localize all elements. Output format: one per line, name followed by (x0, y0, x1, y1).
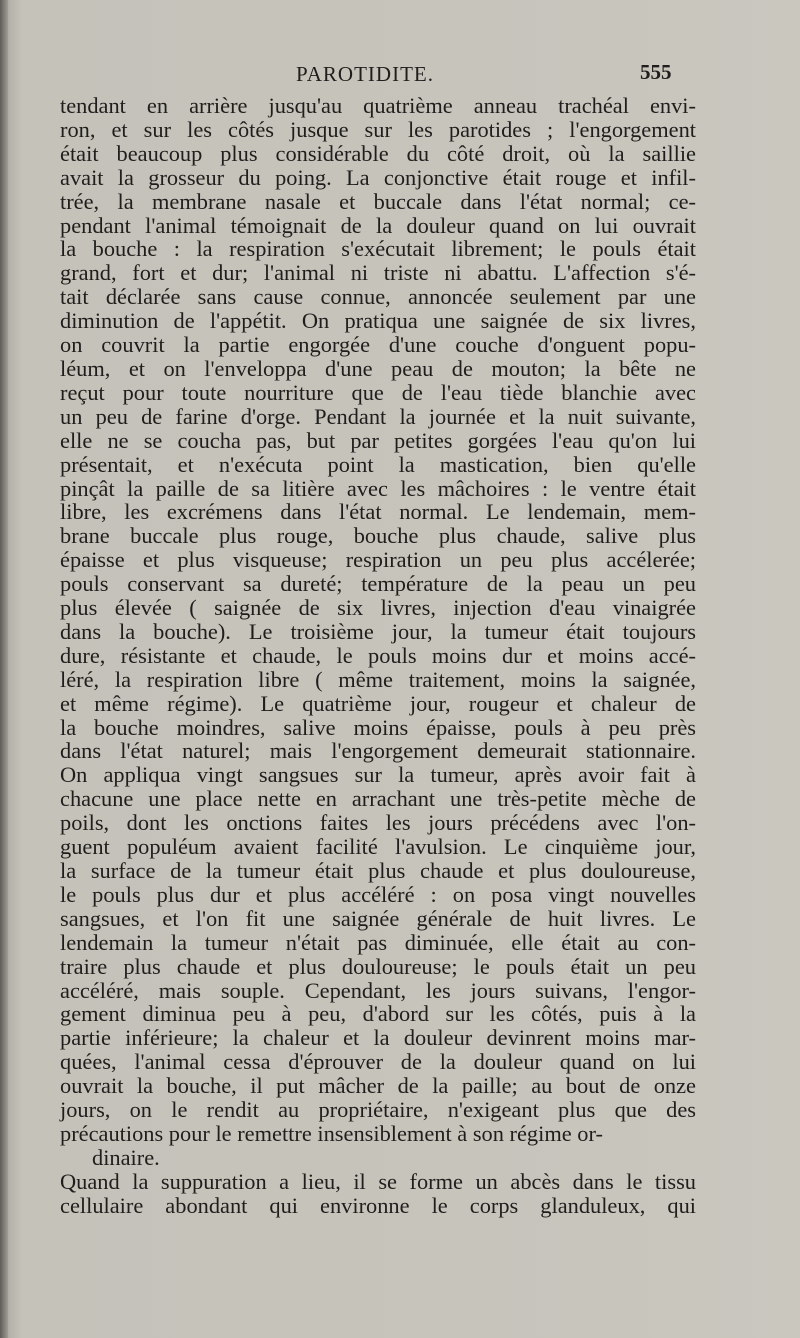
text-line: un peu de farine d'orge. Pendant la journée et la nuit suivante, (60, 403, 696, 429)
text-line: dans l'état naturel; mais l'engorgement demeurait stationnaire. (60, 738, 696, 764)
text-line: trée, la membrane nasale et buccale dans l'état normal; ce- (60, 188, 696, 214)
text-line: la surface de la tumeur était plus chaude et plus douloureuse, (60, 858, 696, 883)
text-line: ron, et sur les côtés jusque sur les parotides ; l'engorgement (60, 116, 696, 142)
text-line: le pouls plus dur et plus accéléré : on posa vingt nouvelles (60, 881, 696, 907)
text-line: et même régime). Le quatrième jour, rougeur et chaleur de (60, 690, 696, 716)
book-spine-shadow (0, 0, 8, 1338)
text-line: grand, fort et dur; l'animal ni triste ni abattu. L'affection s'é- (60, 260, 696, 286)
running-title: PAROTIDITE. (296, 62, 434, 86)
text-line: jours, on le rendit au propriétaire, n'exigeant plus que des (60, 1097, 696, 1123)
text-line: pinçât la paille de sa litière avec les mâchoires : le ventre était (60, 475, 696, 501)
text-line: quées, l'animal cessa d'éprouver de la douleur quand on lui (60, 1049, 696, 1075)
text-line: Quand la suppuration a lieu, il se forme un abcès dans le tissu (60, 1168, 696, 1194)
page-header (0, 60, 800, 94)
text-line: plus élevée ( saignée de six livres, injection d'eau vinaigrée (60, 595, 696, 621)
text-line: pendant l'animal témoignait de la douleur quand on lui ouvrait (60, 212, 696, 238)
text-line: léré, la respiration libre ( même traitement, moins la saignée, (60, 666, 696, 692)
text-line: gement diminua peu à peu, d'abord sur les côtés, puis à la (60, 1001, 696, 1027)
text-line: dure, résistante et chaude, le pouls moins dur et moins accé- (60, 642, 696, 668)
text-line: lendemain la tumeur n'était pas diminuée, elle était au con- (60, 929, 696, 955)
text-line: chacune une place nette en arrachant une très-petite mèche de (60, 786, 696, 812)
text-line: partie inférieure; la chaleur et la douleur devinrent moins mar- (60, 1025, 696, 1051)
text-line: la bouche moindres, salive moins épaisse, pouls à peu près (60, 714, 696, 740)
text-line: léum, et on l'enveloppa d'une peau de mouton; la bête ne (60, 355, 696, 381)
text-line: tait déclarée sans cause connue, annoncée seulement par une (60, 284, 696, 310)
text-line: dinaire. (92, 1144, 160, 1170)
body-text (60, 94, 696, 1218)
text-line: ouvrait la bouche, il put mâcher de la paille; au bout de onze (60, 1073, 696, 1099)
text-line: sangsues, et l'on fit une saignée générale de huit livres. Le (60, 905, 696, 931)
text-line: épaisse et plus visqueuse; respiration un peu plus accélerée; (60, 547, 696, 573)
text-line: la bouche : la respiration s'exécutait librement; le pouls était (60, 236, 696, 262)
text-line: traire plus chaude et plus douloureuse; le pouls était un peu (60, 953, 696, 979)
text-line: elle ne se coucha pas, but par petites gorgées l'eau qu'on lui (60, 427, 696, 453)
text-line: brane buccale plus rouge, bouche plus chaude, salive plus (60, 523, 696, 549)
text-line: on couvrit la partie engorgée d'une couche d'onguent popu- (60, 332, 696, 358)
text-line: présentait, et n'exécuta point la mastication, bien qu'elle (60, 451, 696, 477)
text-line: pouls conservant sa dureté; température de la peau un peu (60, 571, 696, 597)
page-number: 555 (640, 60, 672, 84)
text-line: guent populéum avaient facilité l'avulsion. Le cinquième jour, (60, 834, 696, 860)
text-line: poils, dont les onctions faites les jours précédens avec l'on- (60, 810, 696, 836)
text-line: avait la grosseur du poing. La conjonctive était rouge et infil- (60, 164, 696, 190)
text-line: accéléré, mais souple. Cependant, les jours suivans, l'engor- (60, 977, 696, 1003)
text-line: tendant en arrière jusqu'au quatrième anneau trachéal envi- (60, 93, 696, 118)
text-line: reçut pour toute nourriture que de l'eau tiède blanchie avec (60, 379, 696, 405)
text-line: dans la bouche). Le troisième jour, la tumeur était toujours (60, 618, 696, 644)
text-line: précautions pour le remettre insensiblement à son régime or- (60, 1120, 603, 1146)
text-line: On appliqua vingt sangsues sur la tumeur, après avoir fait à (60, 762, 696, 788)
text-line: diminution de l'appétit. On pratiqua une saignée de six livres, (60, 308, 696, 334)
text-line: était beaucoup plus considérable du côté droit, où la saillie (60, 140, 696, 166)
text-line: libre, les excrémens dans l'état normal. Le lendemain, mem- (60, 499, 696, 525)
text-line: cellulaire abondant qui environne le corps glanduleux, qui (60, 1192, 696, 1218)
